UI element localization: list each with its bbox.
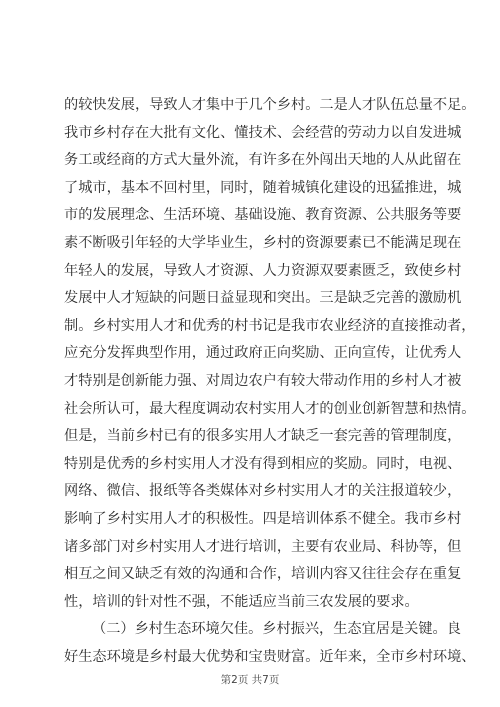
text-line: 年轻人的发展，导致人才资源、人力资源双要素匮乏，致使乡村	[64, 262, 462, 279]
text-line: 我市乡村存在大批有文化、懂技术、会经营的劳动力以自发进城	[64, 124, 462, 141]
text-line: 才特别是创新能力强、对周边农户有较大带动作用的乡村人才被	[64, 372, 462, 389]
text-line: 制。乡村实用人才和优秀的村书记是我市农业经济的直接推动者，	[64, 317, 476, 334]
text-line: 应充分发挥典型作用，通过政府正向奖励、正向宣传，让优秀人	[64, 345, 462, 362]
text-line: 诸多部门对乡村实用人才进行培训，主要有农业局、科协等，但	[64, 538, 462, 555]
text-line: 了城市，基本不回村里，同时，随着城镇化建设的迅猛推进，城	[64, 179, 462, 196]
text-line: 相互之间又缺乏有效的沟通和合作，培训内容又往往会存在重复	[64, 566, 462, 583]
page-number-footer: 第2页 共7页	[220, 674, 280, 686]
text-line: 务工或经商的方式大量外流，有许多在外闯出天地的人从此留在	[64, 152, 462, 169]
text-line: 性，培训的针对性不强，不能适应当前三农发展的要求。	[64, 593, 419, 610]
section-heading-line: （二）乡村生态环境欠佳。乡村振兴，生态宜居是关键。良	[92, 621, 461, 638]
text-line: 好生态环境是乡村最大优势和宝贵财富。近年来，全市乡村环境、	[64, 648, 476, 665]
text-line: 但是，当前乡村已有的很多实用人才缺乏一套完善的管理制度，	[64, 428, 462, 445]
text-line: 网络、微信、报纸等各类媒体对乡村实用人才的关注报道较少，	[64, 483, 462, 500]
text-line: 特别是优秀的乡村实用人才没有得到相应的奖励。同时，电视、	[64, 455, 462, 472]
text-line: 发展中人才短缺的问题日益显现和突出。三是缺乏完善的激励机	[64, 290, 462, 307]
text-line: 的较快发展，导致人才集中于几个乡村。二是人才队伍总量不足。	[64, 97, 476, 113]
text-line: 影响了乡村实用人才的积极性。四是培训体系不健全。我市乡村	[64, 510, 462, 527]
text-line: 素不断吸引年轻的大学毕业生，乡村的资源要素已不能满足现在	[64, 234, 462, 251]
body-text	[64, 92, 476, 671]
text-line: 社会所认可，最大程度调动农村实用人才的创业创新智慧和热情。	[64, 400, 476, 417]
text-line: 市的发展理念、生活环境、基础设施、教育资源、公共服务等要	[64, 207, 462, 224]
